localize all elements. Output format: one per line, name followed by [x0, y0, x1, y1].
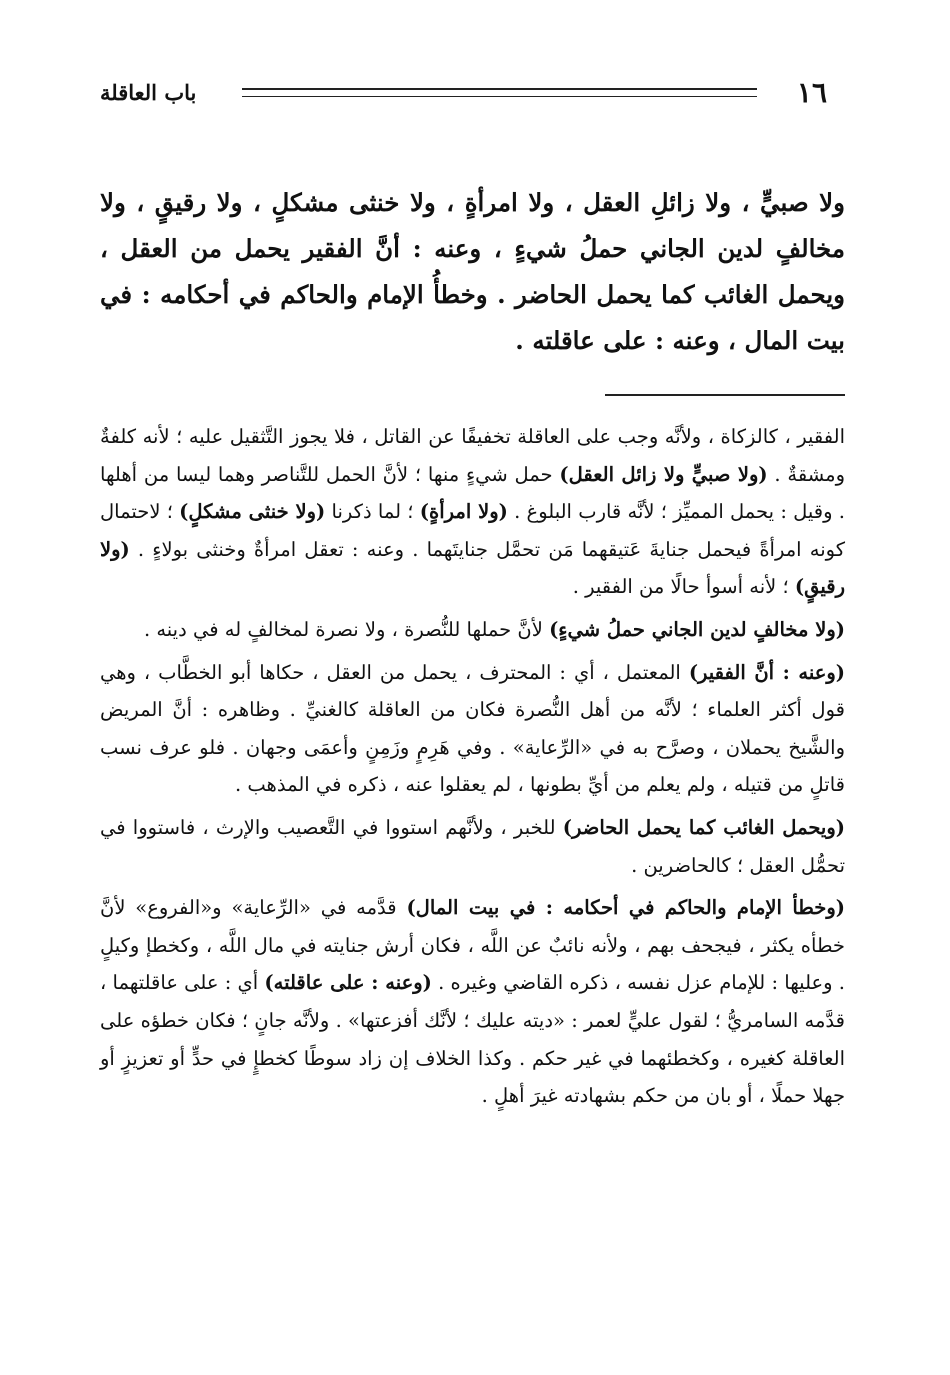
quoted-matn: (ويحمل الغائب كما يحمل الحاضر): [562, 815, 845, 839]
quoted-matn: (وعنه : على عاقلته): [264, 971, 432, 995]
quoted-matn: (ولا خنثى مشكلٍ): [179, 500, 326, 524]
commentary-paragraph: [100, 418, 845, 606]
commentary-section: [100, 418, 845, 1115]
commentary-text: الفقير ، كالزكاة ، ولأنَّه وجب على العاقلة تخفيفًا عن القاتل ، فلا يجوز التَّثقيل عليه ؛ لأنه كلفةٌ ومشقةٌ .: [100, 425, 845, 486]
quoted-matn: (وخطأ الإمام والحاكم في أحكامه : في بيت المال): [406, 896, 845, 920]
commentary-text: لأنَّ حملها للنُّصرة ، ولا نصرة لمخالفٍ له في دينه .: [143, 617, 550, 641]
commentary-paragraph: [100, 809, 845, 884]
commentary-paragraph: [100, 611, 845, 649]
quoted-matn: (ولا مخالفٍ لدين الجاني حملُ شيءٍ): [549, 617, 845, 641]
page-number: ١٦: [796, 75, 827, 109]
commentary-paragraph: [100, 654, 845, 804]
commentary-text: ؛ لأنه أسوأ حالًا من الفقير .: [572, 575, 795, 599]
commentary-text: ؛ لما ذكرنا: [325, 500, 420, 524]
running-title: باب العاقلة: [100, 79, 197, 105]
commentary-text: قدَّمه في «الرِّعاية» و«الفروع» لأنَّ خطأه يكثر ، فيجحف بهم ، ولأنه نائبٌ عن اللَّه ، فكان أرش جنايته في مال اللَّه ، وكخطإ وكيلٍ . وعليها : للإمام عزل نفسه ، ذكره القاضي وغيره .: [100, 896, 845, 995]
commentary-text: حمل شيءٍ منها ؛ لأنَّ الحمل للتَّناصر وهما ليسا من أهلها . وقيل : يحمل المميِّز ؛ لأنَّه قارب البلوغ .: [100, 462, 845, 524]
commentary-paragraph: [100, 889, 845, 1115]
quoted-matn: (ولا رقيقٍ): [100, 537, 845, 599]
commentary-text: للخبر ، ولأنَّهم استووا في التَّعصيب والإرث ، فاستووا في تحمُّل العقل ؛ كالحاضرين .: [100, 815, 845, 877]
footnote-separator: [605, 394, 845, 396]
book-page: [100, 72, 845, 1120]
header-rule: [242, 88, 757, 97]
commentary-text: ؛ لاحتمال كونه امرأةً فيحمل جنايةَ عَتيقهما مَن تحمَّل جنايتَهما . وعنه : تعقل امرأةٌ وخنثى بولاءٍ .: [100, 500, 845, 561]
commentary-text: المعتمل ، أي : المحترف ، يحمل من العقل ، حكاها أبو الخطَّاب ، وهي قول أكثر العلماء ؛ لأنَّه من أهل النُّصرة فكان من العاقلة كالغنيِّ . وظاهره : أنَّ المريض والشَّيخ يحملان ، وصرَّح به في «الرِّعاية» . وفي هَرِمٍ وزَمِنٍ وأعمَى وجهان . فلو عرف نسب قاتلٍ من قتيله ، ولم يعلم من أيِّ بطونها ، لم يعقلوا عنه ، ذكره في المذهب .: [100, 660, 845, 797]
quoted-matn: (وعنه : أنَّ الفقير): [688, 660, 845, 684]
quoted-matn: (ولا صبيٍّ ولا زائل العقل): [559, 462, 768, 486]
quoted-matn: (ولا امرأةٍ): [419, 500, 508, 524]
main-text: ولا صبيٍّ ، ولا زائلِ العقل ، ولا امرأةٍ ، ولا خنثى مشكلٍ ، ولا رقيقٍ ، ولا مخالفٍ لدين الجاني حملُ شيءٍ ، وعنه : أنَّ الفقير يحمل من العقل ، ويحمل الغائب كما يحمل الحاضر . وخطأُ الإمام والحاكم في أحكامه : في بيت المال ، وعنه : على عاقلته .: [100, 188, 845, 355]
page-header: [100, 72, 845, 112]
commentary-text: أي : على عاقلتهما ، قدَّمه السامريُّ ؛ لقول عليٍّ لعمر : «ديته عليك ؛ لأنَّك أفزعتها» . ولأنَّه جانٍ ؛ فكان خطؤه على العاقلة كغيره ، وكخطئهما في غير حكم . وكذا الخلاف إن زاد سوطًا كخطإٍ في حدٍّ أو تعزيزٍ أو جهلا حملًا ، أو بان من حكم بشهادته غيرَ أهلٍ .: [100, 971, 845, 1108]
